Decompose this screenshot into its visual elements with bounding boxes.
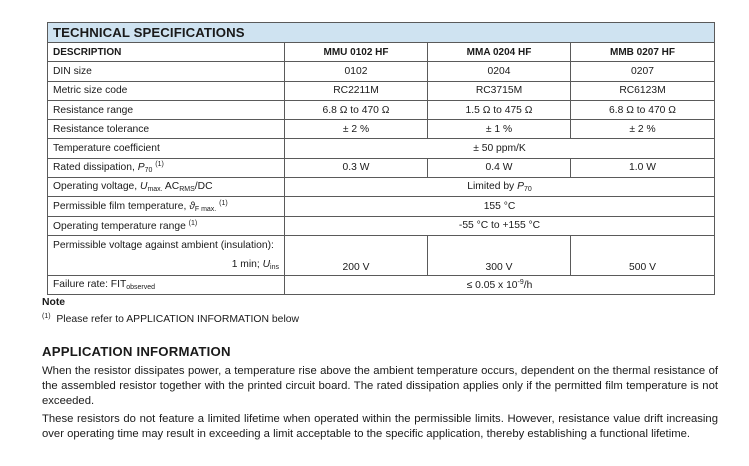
cell-mma: 1.5 Ω to 475 Ω xyxy=(428,100,571,119)
application-paragraph-1: When the resistor dissipates power, a temperature rise above the ambient temperature occurs, dependent on the thermal resistance of the assembled resistor together with the printed circuit board. The rated dissipation applies only if the permitted film temperature is not exceeded. xyxy=(42,365,718,407)
row-label: Rated dissipation, $P_{70}$ $^{(1)}$ xyxy=(48,158,285,177)
cell-mma: 300 V xyxy=(428,235,571,275)
row-label: Metric size code xyxy=(48,81,285,100)
note-marker: (1) xyxy=(42,313,51,320)
table-row-voltage-ambient xyxy=(48,235,715,275)
table-row-film-temperature xyxy=(48,197,715,216)
cell-mma: 0204 xyxy=(428,62,571,81)
cell-mmu: 0102 xyxy=(285,62,428,81)
header-mmu: MMU 0102 HF xyxy=(285,43,428,62)
header-mmb: MMB 0207 HF xyxy=(571,43,715,62)
cell-mma: RC3715M xyxy=(428,81,571,100)
table-title-row xyxy=(48,23,715,43)
row-label: Permissible voltage against ambient (insulation): 1 min; $U_{ins}$ xyxy=(48,235,285,275)
row-label: Operating voltage, $U_{max.}$ $AC_{RMS}/DC$ xyxy=(48,178,285,197)
cell-mmb: 500 V xyxy=(571,235,715,275)
row-label: Resistance range xyxy=(48,100,285,119)
table-row-resistance-tolerance xyxy=(48,120,715,139)
cell-shared: ± 50 ppm/K xyxy=(285,139,715,158)
cell-mmb: 6.8 Ω to 470 Ω xyxy=(571,100,715,119)
cell-mmb: 0207 xyxy=(571,62,715,81)
note-title: Note xyxy=(42,297,66,308)
row-label: DIN size xyxy=(48,62,285,81)
cell-mmu: 0.3 W xyxy=(285,158,428,177)
table-row-resistance-range xyxy=(48,100,715,119)
cell-mma: ± 1 % xyxy=(428,120,571,139)
cell-shared: -55 °C to +155 °C xyxy=(285,216,715,235)
cell-mmu: 200 V xyxy=(285,235,428,275)
table-header-row xyxy=(48,43,715,62)
table-row-temperature-coefficient xyxy=(48,139,715,158)
cell-shared: 155 °C xyxy=(285,197,715,216)
table-row-operating-voltage xyxy=(48,178,715,197)
row-label: Operating temperature range $^{(1)}$ xyxy=(48,216,285,235)
cell-mmb: 1.0 W xyxy=(571,158,715,177)
application-paragraph-2: These resistors do not feature a limited lifetime when operated within the permissible limits. However, resistance value drift increasing over operating time may result in exceeding a limit acceptable to the specific application, thereby establishing a functional lifetime. xyxy=(42,413,718,440)
cell-mma: 0.4 W xyxy=(428,158,571,177)
table-row-din-size xyxy=(48,62,715,81)
table-row-metric-size xyxy=(48,81,715,100)
cell-mmb: ± 2 % xyxy=(571,120,715,139)
technical-specifications-table xyxy=(47,22,715,295)
cell-shared: Limited by $P_{70}$ xyxy=(285,178,715,197)
cell-mmu: 6.8 Ω to 470 Ω xyxy=(285,100,428,119)
cell-mmu: ± 2 % xyxy=(285,120,428,139)
cell-mmu: RC2211M xyxy=(285,81,428,100)
application-heading: APPLICATION INFORMATION xyxy=(42,344,231,359)
table-row-failure-rate xyxy=(48,275,715,294)
cell-mmb: RC6123M xyxy=(571,81,715,100)
row-label: Resistance tolerance xyxy=(48,120,285,139)
table-row-operating-temperature xyxy=(48,216,715,235)
note-text: Please refer to APPLICATION INFORMATION below xyxy=(56,314,300,325)
header-description: DESCRIPTION xyxy=(48,43,285,62)
note-line xyxy=(42,313,299,325)
header-mma: MMA 0204 HF xyxy=(428,43,571,62)
row-label: Failure rate: $FIT_{observed}$ xyxy=(48,275,285,294)
table-row-rated-dissipation xyxy=(48,158,715,177)
cell-shared: ≤ 0.05 x $10^{-9}/h$ xyxy=(285,275,715,294)
table-title: TECHNICAL SPECIFICATIONS xyxy=(48,23,715,43)
row-label: Permissible film temperature, $ϑ_{F max.}$ $^{(1)}$ xyxy=(48,197,285,216)
row-label: Temperature coefficient xyxy=(48,139,285,158)
